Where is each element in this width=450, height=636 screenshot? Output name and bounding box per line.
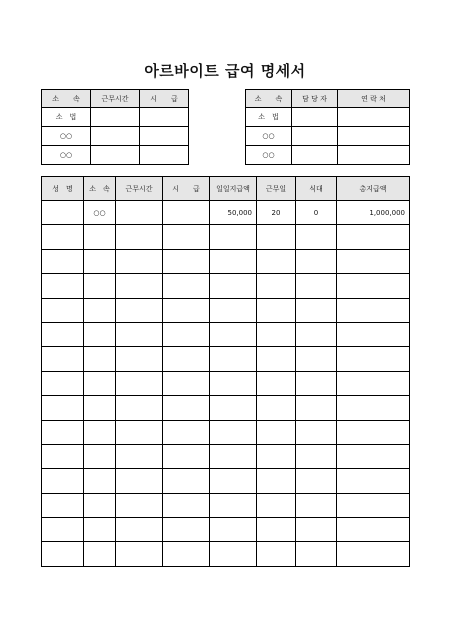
table-row: [42, 420, 410, 444]
table-cell: [42, 420, 84, 444]
table-cell: [116, 493, 163, 517]
table-cell: [91, 127, 140, 146]
table-row: [42, 322, 410, 346]
table-cell: [84, 249, 116, 273]
table-cell: [163, 371, 210, 395]
table-cell: [116, 249, 163, 273]
table-cell: [140, 127, 189, 146]
table-cell: [210, 225, 257, 249]
table-cell: [257, 249, 296, 273]
table-cell: [337, 322, 410, 346]
table-cell: [210, 322, 257, 346]
table-cell: [116, 225, 163, 249]
table-cell: [292, 146, 338, 165]
table-cell: [163, 201, 210, 225]
table-cell: [42, 347, 84, 371]
table-cell: [84, 542, 116, 566]
table-cell: [257, 493, 296, 517]
column-header: 근무시간: [116, 177, 163, 201]
table-cell: [42, 396, 84, 420]
table-cell: [337, 542, 410, 566]
table-cell: [257, 420, 296, 444]
table-cell: [42, 249, 84, 273]
table-cell: [296, 225, 337, 249]
column-header: 근무일: [257, 177, 296, 201]
table-cell: [257, 444, 296, 468]
column-header: 총지급액: [337, 177, 410, 201]
table-cell: [42, 542, 84, 566]
table-cell: [140, 108, 189, 127]
table-cell: [337, 420, 410, 444]
table-cell: [163, 444, 210, 468]
table-row: [42, 146, 189, 165]
table-cell: 소 법: [42, 108, 91, 127]
table-cell: [210, 249, 257, 273]
column-header: 연 락 처: [338, 90, 410, 108]
table-row: [42, 201, 410, 225]
table-cell: [338, 108, 410, 127]
table-cell: [163, 518, 210, 542]
table-cell: [116, 322, 163, 346]
table-cell: [84, 371, 116, 395]
table-cell: [163, 542, 210, 566]
table-row: [42, 298, 410, 322]
table-cell: [84, 469, 116, 493]
table-cell: [116, 518, 163, 542]
table-cell: [337, 469, 410, 493]
table-cell: [91, 108, 140, 127]
document-title: 아르바이트 급여 명세서: [144, 62, 306, 80]
column-header: 담 당 자: [292, 90, 338, 108]
table-cell: [84, 518, 116, 542]
table-cell: [42, 225, 84, 249]
table-cell: [296, 493, 337, 517]
table-cell: [296, 274, 337, 298]
table-cell: [257, 396, 296, 420]
table-cell: [84, 274, 116, 298]
column-header: 소 속: [42, 90, 91, 108]
table-row: [42, 371, 410, 395]
table-cell: ○○: [246, 146, 292, 165]
table-cell: [257, 469, 296, 493]
table-cell: [91, 146, 140, 165]
table-cell: [42, 518, 84, 542]
table-cell: [140, 146, 189, 165]
table-cell: [163, 493, 210, 517]
table-cell: [257, 274, 296, 298]
table-row: [246, 146, 410, 165]
table-cell: [84, 420, 116, 444]
table-cell: [210, 444, 257, 468]
table-cell: [116, 347, 163, 371]
contact-table: [245, 89, 410, 165]
table-cell: [163, 347, 210, 371]
table-row: [42, 396, 410, 420]
table-row: [42, 493, 410, 517]
table-cell: [163, 298, 210, 322]
column-header: 성 명: [42, 177, 84, 201]
table-cell: [163, 225, 210, 249]
table-cell: [296, 518, 337, 542]
table-cell: [296, 396, 337, 420]
table-cell: [337, 371, 410, 395]
table-row: [42, 249, 410, 273]
table-cell: [42, 444, 84, 468]
table-cell: [292, 108, 338, 127]
table-cell: [84, 396, 116, 420]
table-cell: [116, 274, 163, 298]
table-cell: [296, 469, 337, 493]
table-cell: [257, 225, 296, 249]
table-cell: [163, 274, 210, 298]
table-cell: 20: [257, 201, 296, 225]
table-cell: [116, 396, 163, 420]
table-cell: [210, 298, 257, 322]
table-cell: [42, 469, 84, 493]
table-cell: [42, 201, 84, 225]
column-header: 소 속: [246, 90, 292, 108]
table-cell: ○○: [84, 201, 116, 225]
table-cell: [296, 420, 337, 444]
table-cell: [116, 420, 163, 444]
table-row: [42, 127, 189, 146]
header-row: [42, 177, 410, 201]
table-row: [42, 225, 410, 249]
table-cell: [338, 127, 410, 146]
table-cell: [42, 298, 84, 322]
table-cell: ○○: [246, 127, 292, 146]
table-cell: [210, 518, 257, 542]
table-cell: ○○: [42, 146, 91, 165]
table-cell: [210, 274, 257, 298]
table-cell: [116, 469, 163, 493]
table-cell: [337, 493, 410, 517]
column-header: 식대: [296, 177, 337, 201]
table-cell: [42, 493, 84, 517]
table-cell: ○○: [42, 127, 91, 146]
table-cell: [210, 396, 257, 420]
table-cell: [210, 493, 257, 517]
table-cell: [210, 542, 257, 566]
payroll-table: [41, 176, 410, 567]
table-row: [246, 127, 410, 146]
table-cell: [84, 444, 116, 468]
table-cell: [292, 127, 338, 146]
table-cell: [42, 322, 84, 346]
table-cell: [84, 298, 116, 322]
table-cell: [296, 298, 337, 322]
affiliation-rate-table: [41, 89, 189, 165]
table-cell: [116, 444, 163, 468]
table-cell: [42, 371, 84, 395]
table-cell: [257, 371, 296, 395]
table-cell: [337, 518, 410, 542]
column-header: 일일지급액: [210, 177, 257, 201]
table-cell: [337, 274, 410, 298]
table-cell: 0: [296, 201, 337, 225]
header-row: [246, 90, 410, 108]
table-cell: [296, 371, 337, 395]
column-header: 근무시간: [91, 90, 140, 108]
table-cell: [296, 322, 337, 346]
table-cell: 50,000: [210, 201, 257, 225]
table-cell: [296, 249, 337, 273]
table-cell: [163, 469, 210, 493]
table-cell: [257, 347, 296, 371]
table-cell: [296, 542, 337, 566]
table-row: [246, 108, 410, 127]
table-cell: [257, 542, 296, 566]
table-cell: [210, 347, 257, 371]
table-cell: [257, 518, 296, 542]
table-cell: 소 법: [246, 108, 292, 127]
table-cell: [84, 322, 116, 346]
table-cell: [163, 322, 210, 346]
table-cell: [84, 347, 116, 371]
table-cell: [257, 298, 296, 322]
table-cell: [116, 371, 163, 395]
table-row: [42, 469, 410, 493]
table-cell: [210, 469, 257, 493]
column-header: 시 급: [140, 90, 189, 108]
table-cell: 1,000,000: [337, 201, 410, 225]
table-row: [42, 542, 410, 566]
table-cell: [163, 249, 210, 273]
table-cell: [257, 322, 296, 346]
table-cell: [210, 420, 257, 444]
table-row: [42, 347, 410, 371]
table-row: [42, 518, 410, 542]
table-cell: [337, 347, 410, 371]
table-cell: [84, 225, 116, 249]
table-row: [42, 108, 189, 127]
table-row: [42, 444, 410, 468]
table-row: [42, 274, 410, 298]
table-cell: [116, 201, 163, 225]
table-cell: [116, 542, 163, 566]
table-cell: [163, 396, 210, 420]
table-cell: [337, 444, 410, 468]
table-cell: [337, 298, 410, 322]
table-cell: [296, 347, 337, 371]
table-cell: [210, 371, 257, 395]
table-cell: [296, 444, 337, 468]
table-cell: [116, 298, 163, 322]
table-cell: [84, 493, 116, 517]
table-cell: [337, 249, 410, 273]
column-header: 소 속: [84, 177, 116, 201]
table-cell: [163, 420, 210, 444]
header-row: [42, 90, 189, 108]
table-cell: [337, 396, 410, 420]
table-cell: [42, 274, 84, 298]
table-cell: [338, 146, 410, 165]
table-cell: [337, 225, 410, 249]
column-header: 시 급: [163, 177, 210, 201]
